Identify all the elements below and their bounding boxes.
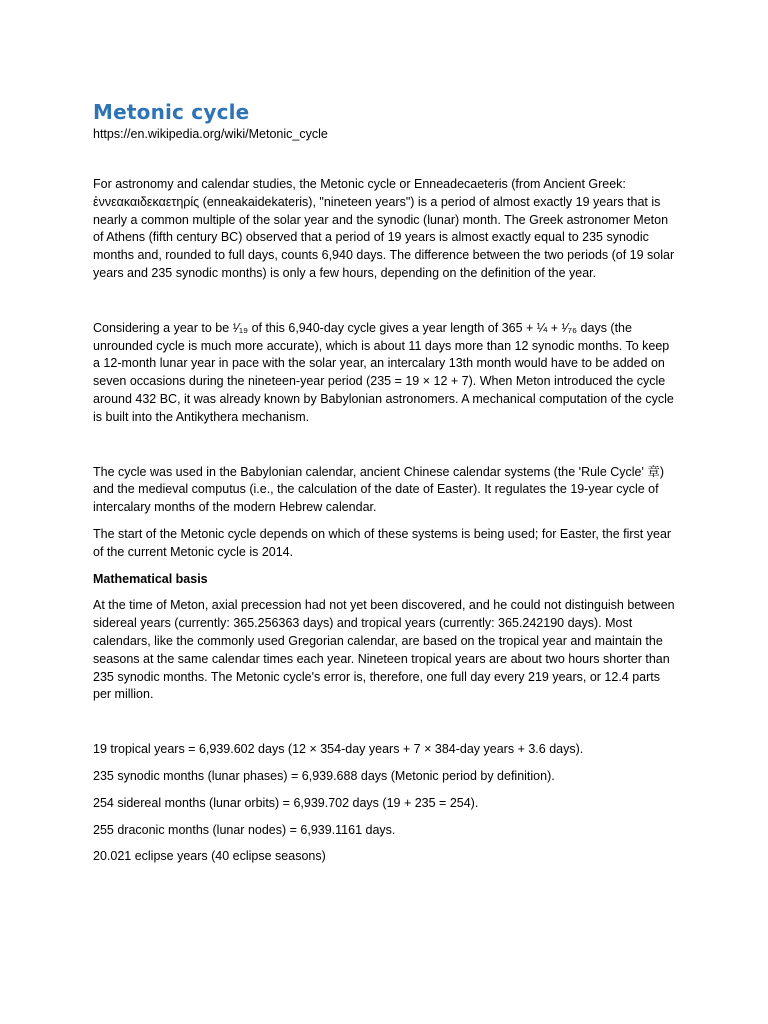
spacer — [93, 588, 679, 597]
start-paragraph: The start of the Metonic cycle depends on which of these systems is being used; for Easter, the first year of the current Metonic cycle is 2014. — [93, 526, 672, 559]
usage-paragraph: The cycle was used in the Babylonian calendar, ancient Chinese calendar systems (the 'Rule Cycle' 章) and the medieval computus (i.e., the calculation of the date of Easter). It regulates the 19-year cycle of intercalary months of the modern Hebrew calendar. — [93, 464, 665, 515]
document-title: Metonic cycle — [93, 100, 250, 124]
source-url: https://en.wikipedia.org/wiki/Metonic_cycle — [93, 127, 328, 141]
spacer — [93, 562, 679, 571]
basis-paragraph: At the time of Meton, axial precession had not yet been discovered, and he could not distinguish between sidereal years (currently: 365.256363 days) and tropical years (currently: 365.242190 days). Most calendars, like the commonly used Gregorian calendar, are based on the tropical year and maintain the seasons at the same calendar times each year. Nineteen tropical years are about two hours shorter than 235 synodic months. The Metonic cycle's error is, therefore, one full day every 219 years, or 12.4 parts per million. — [93, 598, 675, 702]
intro-paragraph: For astronomy and calendar studies, the Metonic cycle or Enneadecaeteris (from Ancient Greek: ἐννεακαιδεκαετηρίς (enneakaidekateris), "nineteen years") is a period of almost exactly 19 years that is nearly a common multiple of the solar year and the synodic (lunar) month. The Greek astronomer Meton of Athens (fifth century BC) observed that a period of 19 years is almost exactly equal to 235 synodic months and, rounded to full days, counts 6,940 days. The difference between the two periods (of 19 solar years and 235 synodic months) is only a few hours, depending on the definition of the year. — [93, 177, 675, 280]
equation-line: 255 draconic months (lunar nodes) = 6,939.1161 days. — [93, 822, 396, 837]
spacer — [93, 813, 679, 822]
section-heading: Mathematical basis — [93, 571, 208, 586]
equation-line: 20.021 eclipse years (40 eclipse seasons) — [93, 849, 326, 864]
equation-line: 19 tropical years = 6,939.602 days (12 × 354-day years + 7 × 384-day years + 3.6 days). — [93, 742, 584, 757]
spacer — [93, 142, 679, 176]
spacer — [93, 517, 679, 526]
document-page — [93, 98, 679, 866]
year-length-paragraph: Considering a year to be ¹⁄₁₉ of this 6,940-day cycle gives a year length of 365 + ¼ + ¹⁄₇₆ days (the unrounded cycle is much more accurate), which is about 11 days more than 12 synodic months. To keep a 12-month lunar year in pace with the solar year, an intercalary 13th month would have to be added on seven occasions during the nineteen-year period (235 = 19 × 12 + 7). When Meton introduced the cycle around 432 BC, it was already known by Babylonian astronomers. A mechanical computation of the cycle is built into the Antikythera mechanism. — [93, 320, 674, 424]
spacer — [93, 427, 679, 464]
spacer — [93, 704, 679, 741]
spacer — [93, 759, 679, 768]
equation-line: 235 synodic months (lunar phases) = 6,939.688 days (Metonic period by definition). — [93, 768, 555, 783]
spacer — [93, 839, 679, 848]
spacer — [93, 786, 679, 795]
spacer — [93, 283, 679, 320]
equation-line: 254 sidereal months (lunar orbits) = 6,939.702 days (19 + 235 = 254). — [93, 795, 479, 810]
